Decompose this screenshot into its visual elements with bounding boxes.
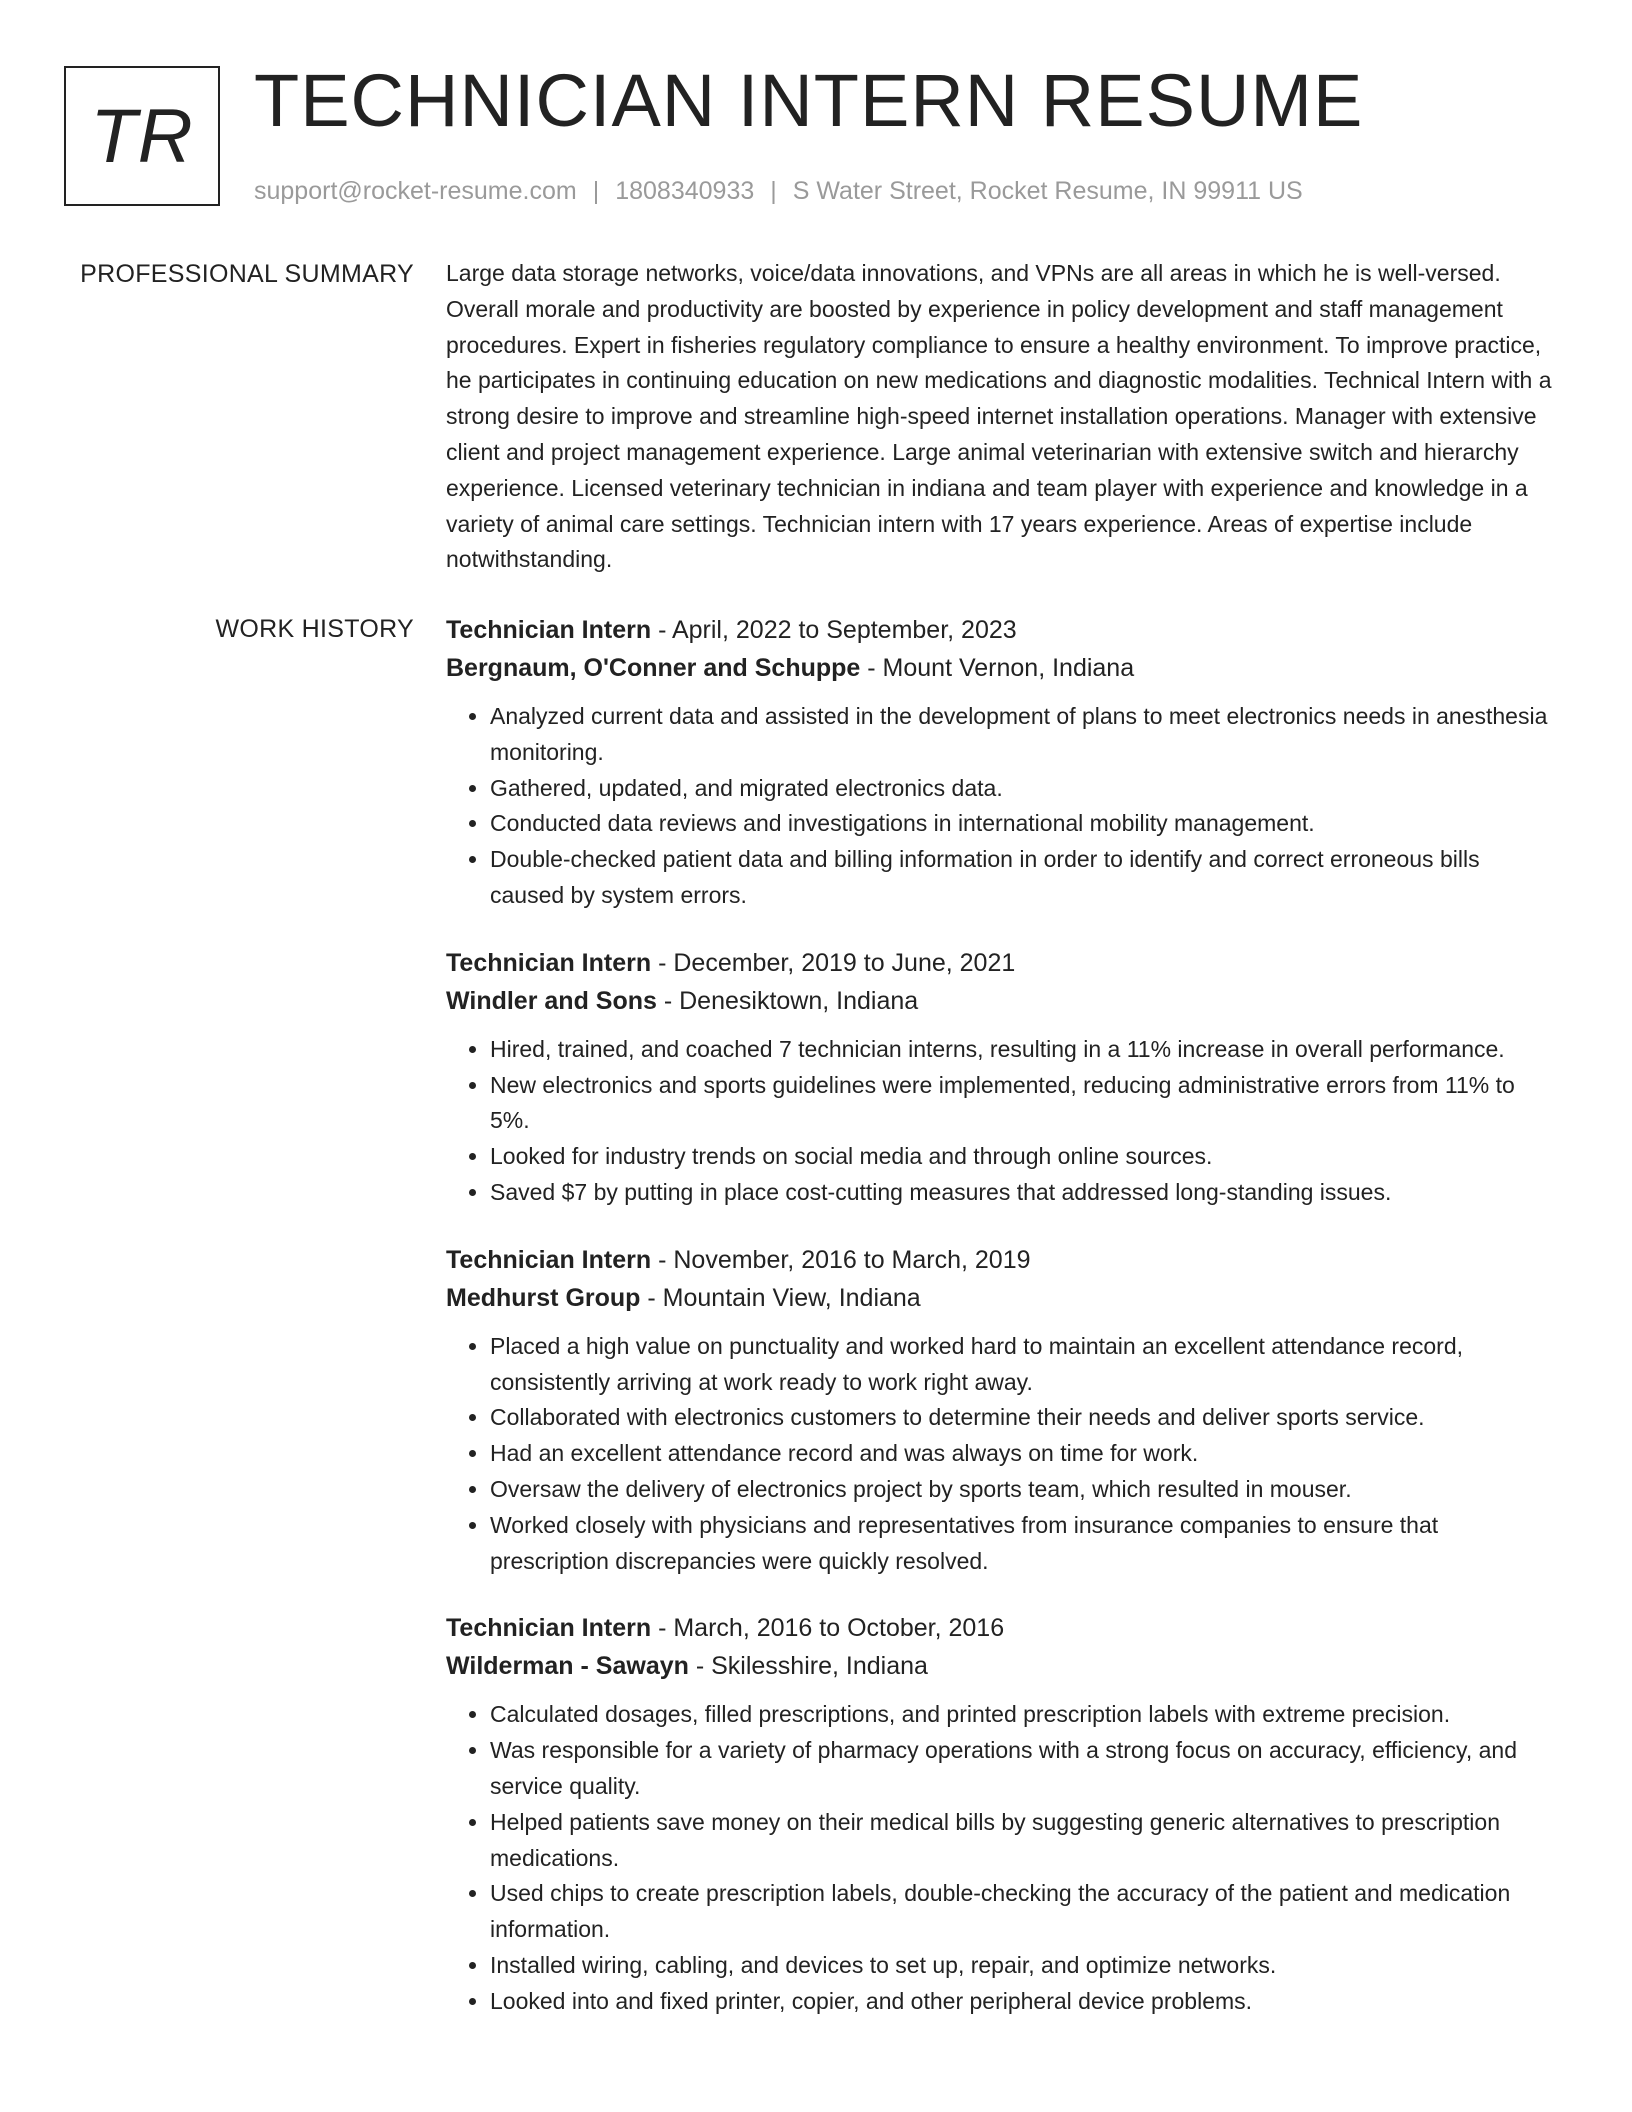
- job-bullet: • Collaborated with electronics customers to determine their needs and deliver sports service.: [490, 1400, 1556, 1436]
- job-bullet: • Worked closely with physicians and representatives from insurance companies to ensure that prescription discrepancies were quickly resolved.: [490, 1508, 1556, 1580]
- job-company: Wilderman - Sawayn: [446, 1652, 689, 1681]
- job-role: Technician Intern: [446, 1614, 652, 1643]
- section-label-summary: PROFESSIONAL SUMMARY: [80, 260, 414, 288]
- monogram-box: [64, 66, 220, 206]
- job-bullets: [446, 1329, 1556, 1580]
- job-bullet: • Double-checked patient data and billing information in order to identify and correct erroneous bills caused by system errors.: [490, 842, 1556, 914]
- summary-body: [446, 256, 1556, 578]
- contact-line: [254, 174, 1303, 208]
- job-title-line: [446, 1241, 1556, 1279]
- job-dates: - December, 2019 to June, 2021: [651, 948, 1016, 977]
- job-bullet: • Gathered, updated, and migrated electronics data.: [490, 771, 1556, 807]
- job-company: Bergnaum, O'Conner and Schuppe: [446, 654, 861, 682]
- job-company-line: [446, 649, 1556, 687]
- job-bullet: • Installed wiring, cabling, and devices to set up, repair, and optimize networks.: [490, 1948, 1556, 1984]
- job-bullets: [446, 699, 1556, 914]
- job-entry: [446, 1609, 1556, 2019]
- job-bullet: • Helped patients save money on their medical bills by suggesting generic alternatives to prescription medications.: [490, 1805, 1556, 1877]
- job-bullet: • Oversaw the delivery of electronics project by sports team, which resulted in mouser.: [490, 1472, 1556, 1508]
- job-dates: - March, 2016 to October, 2016: [651, 1614, 1005, 1643]
- job-location: - Skilesshire, Indiana: [688, 1652, 928, 1681]
- job-location: - Mount Vernon, Indiana: [860, 654, 1135, 682]
- job-role: Technician Intern: [446, 616, 652, 644]
- job-bullet: • Looked into and fixed printer, copier, and other peripheral device problems.: [490, 1984, 1556, 2020]
- contact-address: S Water Street, Rocket Resume, IN 99911 US: [792, 177, 1303, 205]
- job-role: Technician Intern: [446, 948, 652, 977]
- job-location: - Mountain View, Indiana: [640, 1283, 921, 1312]
- job-bullet: • Calculated dosages, filled prescriptions, and printed prescription labels with extreme precision.: [490, 1697, 1556, 1733]
- summary-text: Large data storage networks, voice/data innovations, and VPNs are all areas in which he is well-versed. Overall morale and productivity are boosted by experience in policy development and staff management procedures. Expert in fisheries regulatory compliance to ensure a healthy environment. To improve practice, he participates in continuing education on new medications and diagnostic modalities. Technical Intern with a strong desire to improve and streamline high-speed internet installation operations. Manager with extensive client and project management experience. Large animal veterinarian with extensive switch and hierarchy experience. Licensed veterinary technician in indiana and team player with experience and knowledge in a variety of animal care settings. Technician intern with 17 years experience. Areas of expertise include notwithstanding.: [446, 260, 1552, 573]
- job-company: Medhurst Group: [446, 1283, 641, 1312]
- job-bullet: • Saved $7 by putting in place cost-cutting measures that addressed long-standing issues.: [490, 1175, 1556, 1211]
- job-bullet: • New electronics and sports guidelines were implemented, reducing administrative errors from 11% to 5%.: [490, 1068, 1556, 1140]
- contact-separator: |: [770, 177, 777, 205]
- job-company: Windler and Sons: [446, 986, 657, 1015]
- job-bullets: [446, 1032, 1556, 1211]
- contact-email: support@rocket-resume.com: [254, 177, 577, 205]
- job-entry: [446, 944, 1556, 1211]
- job-bullet: • Had an excellent attendance record and was always on time for work.: [490, 1436, 1556, 1472]
- section-label-work: WORK HISTORY: [215, 615, 414, 643]
- job-entry: [446, 1241, 1556, 1580]
- job-role: Technician Intern: [446, 1245, 652, 1274]
- monogram-initials: TR: [90, 93, 194, 179]
- job-dates: - April, 2022 to September, 2023: [651, 616, 1017, 644]
- job-company-line: [446, 1279, 1556, 1317]
- job-bullet: • Was responsible for a variety of pharmacy operations with a strong focus on accuracy, efficiency, and service quality.: [490, 1733, 1556, 1805]
- contact-phone: 1808340933: [615, 177, 755, 205]
- contact-separator: |: [592, 177, 600, 205]
- job-bullet: • Analyzed current data and assisted in the development of plans to meet electronics needs in anesthesia monitoring.: [490, 699, 1556, 771]
- job-bullet: • Conducted data reviews and investigations in international mobility management.: [490, 806, 1556, 842]
- job-title-line: [446, 1609, 1556, 1647]
- job-bullets: [446, 1697, 1556, 2019]
- job-title-line: [446, 944, 1556, 982]
- job-title-line: [446, 611, 1556, 649]
- job-bullet: • Hired, trained, and coached 7 technician interns, resulting in a 11% increase in overall performance.: [490, 1032, 1556, 1068]
- job-bullet: • Looked for industry trends on social media and through online sources.: [490, 1139, 1556, 1175]
- job-entry: [446, 611, 1556, 914]
- job-dates: - November, 2016 to March, 2019: [651, 1245, 1031, 1274]
- job-location: - Denesiktown, Indiana: [656, 986, 919, 1015]
- job-bullet: • Placed a high value on punctuality and worked hard to maintain an excellent attendance record, consistently arriving at work ready to work right away.: [490, 1329, 1556, 1401]
- job-company-line: [446, 1647, 1556, 1685]
- resume-title: TECHNICIAN INTERN RESUME: [254, 59, 1364, 142]
- job-company-line: [446, 982, 1556, 1020]
- job-bullet: • Used chips to create prescription labels, double-checking the accuracy of the patient and medication information.: [490, 1876, 1556, 1948]
- work-history-body: [446, 611, 1556, 2050]
